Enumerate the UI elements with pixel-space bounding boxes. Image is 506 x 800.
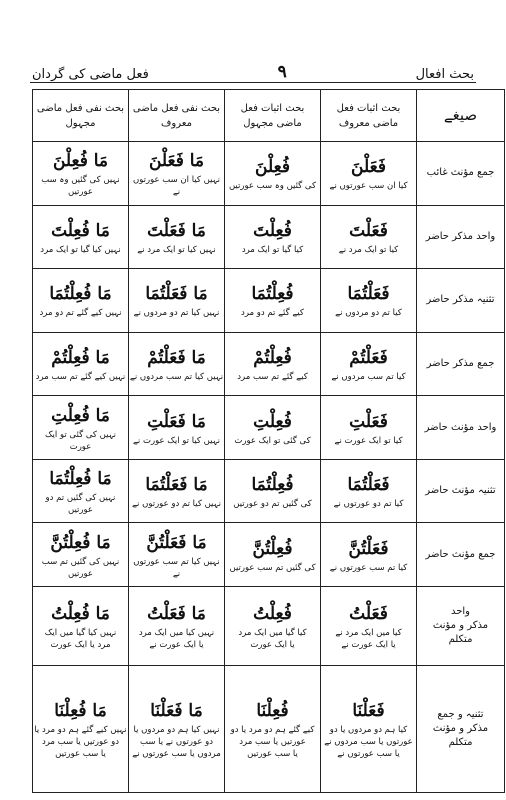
conjugation-cell (321, 396, 417, 460)
verb-form: فَعَلْتُ (349, 603, 388, 624)
verb-form: مَا فَعَلْتُنَّ (146, 532, 207, 553)
verb-meaning: کیا گیا تو ایک مرد (241, 244, 304, 255)
conjugation-cell (33, 586, 129, 665)
header-right-title: بحث افعال (415, 67, 474, 82)
conjugation-cell (33, 523, 129, 587)
conjugation-cell (225, 205, 321, 269)
verb-meaning: کیا تم دو عورتوں نے (333, 499, 404, 510)
conjugation-cell (129, 586, 225, 665)
verb-form: مَا فُعِلْنَ (52, 151, 109, 172)
conjugation-cell (33, 332, 129, 396)
verb-form: مَا فَعَلْتُمَا (145, 284, 208, 305)
verb-meaning: نہیں کیا تو ایک عورت نے (132, 435, 221, 446)
verb-meaning: کیا گیا میں ایک مرد یا ایک عورت (238, 627, 307, 650)
conjugation-cell (225, 142, 321, 206)
verb-form: فَعَلْتُمَا (347, 284, 390, 305)
verb-form: مَا فَعَلْتُمَا (145, 475, 208, 496)
verb-meaning: نہیں کیا تم دو مردوں نے (133, 308, 220, 319)
verb-meaning: نہیں کیے گئے تم سب مرد (35, 371, 126, 382)
conjugation-cell (321, 269, 417, 333)
column-header-forms: صیغے (417, 90, 505, 142)
conjugation-cell (321, 459, 417, 523)
verb-meaning: کیے گئے تم دو مرد (241, 308, 304, 319)
conjugation-cell (129, 523, 225, 587)
verb-meaning: نہیں کیا تو ایک مرد نے (137, 244, 216, 255)
verb-form: فُعِلْتُمَا (251, 475, 294, 496)
verb-form: مَا فُعِلْتَ (51, 220, 110, 241)
form-label (417, 523, 505, 587)
verb-form: مَا فَعَلْتُمْ (147, 347, 206, 368)
verb-form: مَا فَعَلْتَ (147, 220, 206, 241)
form-label (417, 459, 505, 523)
verb-form: مَا فَعَلْنَا (150, 700, 203, 721)
form-label-text: جمع مؤنث غائب (426, 167, 495, 179)
conjugation-cell (225, 459, 321, 523)
verb-form: مَا فُعِلْتُمَا (49, 469, 112, 490)
verb-meaning: نہیں کیا ہم دو مردوں یا دو عورتوں نے یا سب مردوں یا سب عورتوں نے (132, 724, 221, 759)
column-header-active-negative: بحث نفی فعل ماضی معروف (129, 90, 225, 142)
form-label-text: تثنیہ مؤنث حاضر (425, 485, 496, 497)
verb-form: فُعِلْتُ (253, 603, 292, 624)
conjugation-cell (321, 205, 417, 269)
verb-meaning: کی گئیں تم دو عورتیں (233, 499, 312, 510)
verb-form: فَعَلْتُمَا (347, 475, 390, 496)
form-label (417, 396, 505, 460)
verb-form: مَا فُعِلْتُمْ (51, 347, 110, 368)
verb-meaning: نہیں کیے گئے تم دو مرد (39, 308, 122, 319)
verb-meaning: نہیں کی گئیں تم سب عورتیں (41, 556, 120, 579)
verb-form: فُعِلْتَ (253, 220, 292, 241)
form-label (417, 205, 505, 269)
conjugation-cell (321, 665, 417, 792)
conjugation-cell (225, 586, 321, 665)
verb-meaning: کیا ہم دو مردوں یا دو عورتوں یا سب مردوں نے یا سب عورتوں نے (324, 724, 413, 759)
form-label (417, 142, 505, 206)
conjugation-cell (321, 586, 417, 665)
verb-meaning: کیا تم دو مردوں نے (335, 308, 402, 319)
conjugation-cell (225, 523, 321, 587)
verb-meaning: کیا ان سب عورتوں نے (329, 181, 408, 192)
verb-meaning: کی گئی تو ایک عورت (234, 435, 311, 446)
verb-form: مَا فُعِلْنَا (54, 700, 107, 721)
verb-meaning: نہیں کیا میں ایک مرد یا ایک عورت نے (138, 627, 215, 650)
verb-form: فُعِلْنَا (256, 700, 289, 721)
verb-form: فَعَلْتَ (349, 220, 388, 241)
conjugation-cell (321, 332, 417, 396)
table-header-row (33, 90, 505, 142)
form-label (417, 269, 505, 333)
conjugation-cell (33, 396, 129, 460)
form-label-text: واحد مذکر و مؤنث متکلم (432, 605, 489, 645)
verb-form: فَعَلْتِ (349, 411, 388, 432)
verb-form: مَا فَعَلْنَ (148, 151, 205, 172)
table-row (33, 205, 505, 269)
conjugation-cell (129, 396, 225, 460)
verb-form: فَعَلْتُمْ (349, 347, 388, 368)
column-header-active-affirmative: بحث اثبات فعل ماضی معروف (321, 90, 417, 142)
verb-meaning: نہیں کیا گیا تو ایک مرد (40, 244, 121, 255)
verb-meaning: نہیں کی گئیں تم دو عورتیں (45, 493, 116, 516)
table-row (33, 665, 505, 792)
conjugation-cell (33, 142, 129, 206)
verb-form: فُعِلْتُنَّ (252, 538, 293, 559)
form-label-text: جمع مؤنث حاضر (425, 548, 496, 560)
conjugation-cell (129, 269, 225, 333)
form-label (417, 665, 505, 792)
verb-form: فَعَلْنَ (351, 157, 386, 178)
verb-meaning: نہیں کیے گئے ہم دو مرد یا دو عورتیں یا سب مرد یا سب عورتیں (34, 724, 127, 759)
form-label-text: واحد مؤنث حاضر (424, 421, 497, 433)
conjugation-cell (129, 459, 225, 523)
verb-meaning: نہیں کیا گیا میں ایک مرد یا ایک عورت (44, 627, 117, 650)
header-left-title: فعل ماضی کی گردان (32, 67, 149, 82)
verb-form: فُعِلْتُمَا (251, 284, 294, 305)
verb-form: فُعِلْتِ (253, 411, 292, 432)
table-row (33, 459, 505, 523)
verb-meaning: کیا تو ایک مرد نے (338, 244, 399, 255)
verb-meaning: کیا تو ایک عورت نے (334, 435, 403, 446)
verb-form: فُعِلْنَ (255, 157, 290, 178)
form-label (417, 332, 505, 396)
conjugation-cell (321, 142, 417, 206)
verb-form: مَا فَعَلْتِ (147, 411, 206, 432)
verb-meaning: کی گئیں تم سب عورتیں (229, 562, 316, 573)
verb-meaning: نہیں کی گئی تو ایک عورت (44, 429, 117, 452)
form-label-text: جمع مذکر حاضر (426, 357, 495, 369)
verb-form: مَا فُعِلْتِ (51, 405, 110, 426)
form-label-text: واحد مذکر حاضر (425, 230, 496, 242)
conjugation-table (32, 89, 505, 793)
conjugation-cell (225, 269, 321, 333)
conjugation-cell (33, 459, 129, 523)
conjugation-cell (225, 396, 321, 460)
page-header (32, 56, 474, 82)
verb-form: فَعَلْتُنَّ (348, 538, 389, 559)
verb-meaning: نہیں کیا تم دو عورتوں نے (132, 499, 221, 510)
conjugation-cell (129, 142, 225, 206)
conjugation-cell (33, 665, 129, 792)
verb-meaning: کیا تم سب عورتوں نے (329, 562, 408, 573)
verb-meaning: کیا میں ایک مرد نے یا ایک عورت نے (335, 627, 402, 650)
form-label (417, 586, 505, 665)
verb-meaning: نہیں کیا تم سب عورتوں نے (133, 556, 220, 579)
verb-form: فَعَلْنَا (352, 700, 385, 721)
table-row (33, 586, 505, 665)
verb-form: مَا فُعِلْتُنَّ (50, 532, 111, 553)
conjugation-cell (33, 269, 129, 333)
form-label-text: تثنیہ و جمع مذکر و مؤنث متکلم (432, 708, 489, 748)
conjugation-cell (225, 665, 321, 792)
conjugation-cell (129, 665, 225, 792)
verb-form: فُعِلْتُمْ (253, 347, 292, 368)
verb-meaning: کیے گئے تم سب مرد (237, 371, 308, 382)
verb-meaning: نہیں کیا ان سب عورتوں نے (132, 175, 221, 198)
verb-form: مَا فُعِلْتُ (51, 603, 110, 624)
column-header-passive-affirmative: بحث اثبات فعل ماضی مجہول (225, 90, 321, 142)
table-row (33, 332, 505, 396)
verb-meaning: کی گئیں وہ سب عورتیں (228, 181, 317, 192)
table-row (33, 269, 505, 333)
verb-meaning: کیا تم سب مردوں نے (331, 371, 406, 382)
header-rule (30, 82, 476, 83)
page-number: ۹ (277, 62, 287, 82)
verb-form: مَا فَعَلْتُ (147, 603, 206, 624)
table-row (33, 142, 505, 206)
table-row (33, 396, 505, 460)
verb-form: مَا فُعِلْتُمَا (49, 284, 112, 305)
conjugation-cell (225, 332, 321, 396)
conjugation-cell (129, 205, 225, 269)
form-label-text: تثنیہ مذکر حاضر (426, 294, 495, 306)
table-row (33, 523, 505, 587)
verb-meaning: نہیں کی گئیں وہ سب عورتیں (41, 175, 120, 198)
column-header-passive-negative: بحث نفی فعل ماضی مجہول (33, 90, 129, 142)
conjugation-cell (129, 332, 225, 396)
conjugation-cell (33, 205, 129, 269)
conjugation-cell (321, 523, 417, 587)
verb-meaning: کیے گئے ہم دو مرد یا دو عورتیں یا سب مرد یا سب عورتیں (230, 724, 315, 759)
verb-meaning: نہیں کیا تم سب مردوں نے (129, 371, 224, 382)
